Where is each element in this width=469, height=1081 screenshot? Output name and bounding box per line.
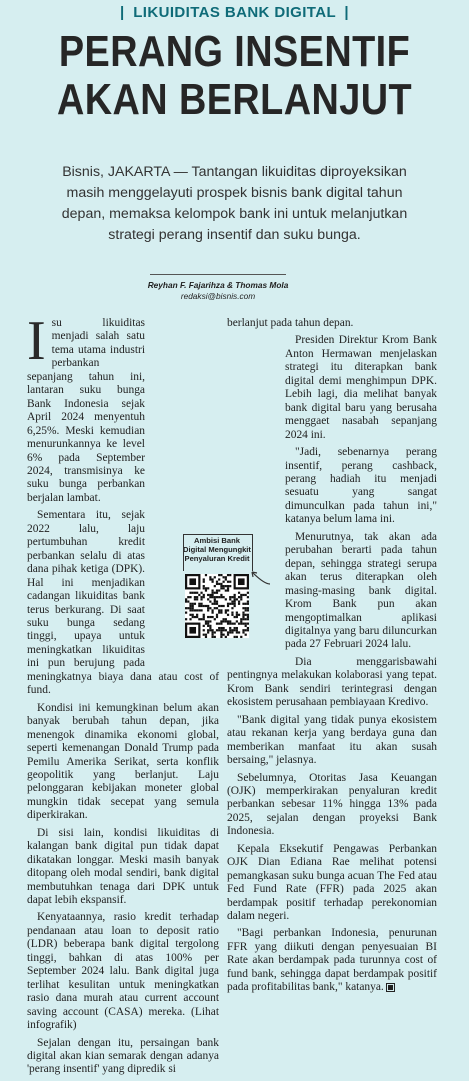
- paragraph: Kenyataannya, rasio kredit terhadap pendanaan atau loan to deposit ratio (LDR) beberapa bank digital tergolong tinggi, bahkan di atas 100% per September 2024 lalu. Bank digital juga terlihat kesulitan untuk meningkatkan rasio dana murah atau current account saving account (CASA) mereka. (Lihat infografik): [27, 911, 219, 1032]
- paragraph: Sebelumnya, Otoritas Jasa Keuangan (OJK) memperkirakan penyaluran kredit perbankan sebesar 11% hingga 13% pada 2025, sejalan dengan proyeksi Bank Indonesia.: [227, 771, 437, 838]
- qr-code-icon[interactable]: [185, 574, 249, 638]
- closing-quote: "Bagi perbankan Indonesia, penurunan FFR yang diikuti dengan penyesuaian BI Rate akan berdampak pada turunnya cost of fund bank, sehingga dapat berdampak positif pada profitabilitas bank," katanya.: [227, 927, 437, 994]
- paragraph: Sejalan dengan itu, persaingan bank digital akan kian semarak dengan adanya 'perang insentif' yang dipredik si: [27, 1036, 219, 1076]
- section-rubric: [0, 4, 469, 21]
- headline-line-1: PERANG INSENTIF: [58, 27, 411, 76]
- rubric-bar-left: |: [120, 4, 125, 21]
- qr-promo[interactable]: [181, 534, 253, 662]
- paragraph: Sementara itu, sejak 2022 lalu, laju pertumbuhan kredit perbankan selalu di atas dana pihak ketiga (DPK). Hal ini menjadikan cadangan likuiditas bank terus berkurang. Di saat suku bunga sedang tinggi, upaya untuk meningkatkan likuiditas ini pun berujung pada meningkatnya biaya dana atau cost of fund.: [27, 509, 219, 697]
- paragraph: Dia menggarisbawahi pentingnya melakukan kolaborasi yang tepat. Krom Bank sendiri terintegrasi dengan ekosistem perusahaan pembiayaan Kredivo.: [227, 655, 437, 709]
- end-of-article-icon: [386, 983, 395, 992]
- paragraph: berlanjut pada tahun depan.: [227, 317, 354, 329]
- left-column: [27, 310, 219, 1081]
- paragraph: Di sisi lain, kondisi likuiditas di kalangan bank digital pun tidak dapat dikatakan longgar. Meski masih banyak ditopang oleh modal sendiri, bank digital membutuhkan tenaga dari DPK untuk dapat lebih ekspansif.: [27, 826, 219, 907]
- paragraph: Menurutnya, tak akan ada perubahan berarti pada tahun depan, sehingga strategi serupa akan terus diterapkan oleh masing-masing bank digital. Krom Bank pun akan mengoptimalkan aplikasi digitalnya yang baru diluncurkan pada 27 Februari 2024 lalu.: [285, 530, 437, 651]
- qr-caption-line-1: Ambisi Bank: [194, 536, 240, 545]
- byline-email: redaksi@bisnis.com: [180, 291, 256, 301]
- rubric-bar-right: |: [344, 4, 349, 21]
- paragraph: [227, 927, 437, 994]
- paragraph: "Jadi, sebenarnya perang insentif, perang cashback, perang hadiah itu menjadi sesuatu yang sangat dimunculkan pada tahun ini," katanya belum lama ini.: [285, 446, 437, 526]
- paragraph: Kepala Eksekutif Pengawas Perbankan OJK Dian Ediana Rae melihat potensi pemangkasan suku bunga acuan The Fed atau Fed Fund Rate (FFR) pada 2025 akan berdampak positif terhadap perekonomian dalam negeri.: [227, 842, 437, 923]
- lede-paragraph: Bisnis, JAKARTA — Tantangan likuiditas diproyeksikan masih menggelayuti prospek bisnis bank digital tahun depan, memaksa kelompok bank ini untuk melanjutkan strategi perang insentif dan suku bunga.: [61, 164, 408, 243]
- paragraph: su likuiditas menjadi salah satu tema utama industri perbankan sepanjang tahun ini, lantaran suku bunga Bank Indonesia sejak April 2024 menyentuh 6,25%. Meski kemudian menurunkannya ke level 6% pada September 2024, transmisinya ke suku bunga perbankan berjalan lambat.: [27, 317, 145, 504]
- headline: [33, 28, 436, 124]
- byline: [0, 280, 436, 302]
- byline-authors: Reyhan F. Fajarihza & Thomas Mola: [147, 280, 289, 290]
- paragraph: Presiden Direktur Krom Bank Anton Hermawan menjelaskan strategi itu diterapkan bank digital demi menghimpun DPK. Lebih lagi, dia melihat banyak bank digital baru yang berusaha menggaet nasabah sepanjang 2024 ini.: [285, 334, 437, 441]
- qr-caption-line-2: Digital Mengungkit: [183, 545, 251, 554]
- drop-cap: I: [27, 310, 46, 372]
- paragraph: Kondisi ini kemungkinan belum akan banyak berubah tahun depan, jika menengok dinamika ekonomi global, seperti kemenangan Donald Trump pada Pemilu Amerika Serikat, serta konflik geopolitik yang berlanjut. Laju pelonggaran kebijakan moneter global mungkin tidak secepat yang semula diperkirakan.: [27, 701, 219, 822]
- headline-line-2: AKAN BERLANJUT: [57, 75, 412, 124]
- right-column: [227, 317, 437, 999]
- rubric-label: LIKUIDITAS BANK DIGITAL: [133, 4, 336, 21]
- byline-divider: [150, 274, 286, 275]
- arrow-icon: [250, 570, 272, 586]
- qr-caption-frame: [183, 534, 253, 571]
- qr-caption-line-3: Penyaluran Kredit: [184, 554, 250, 563]
- paragraph: "Bank digital yang tidak punya ekosistem atau rekanan kerja yang berdaya guna dan memberikan manfaat itu akan susah bersaing," jelasnya.: [227, 713, 437, 767]
